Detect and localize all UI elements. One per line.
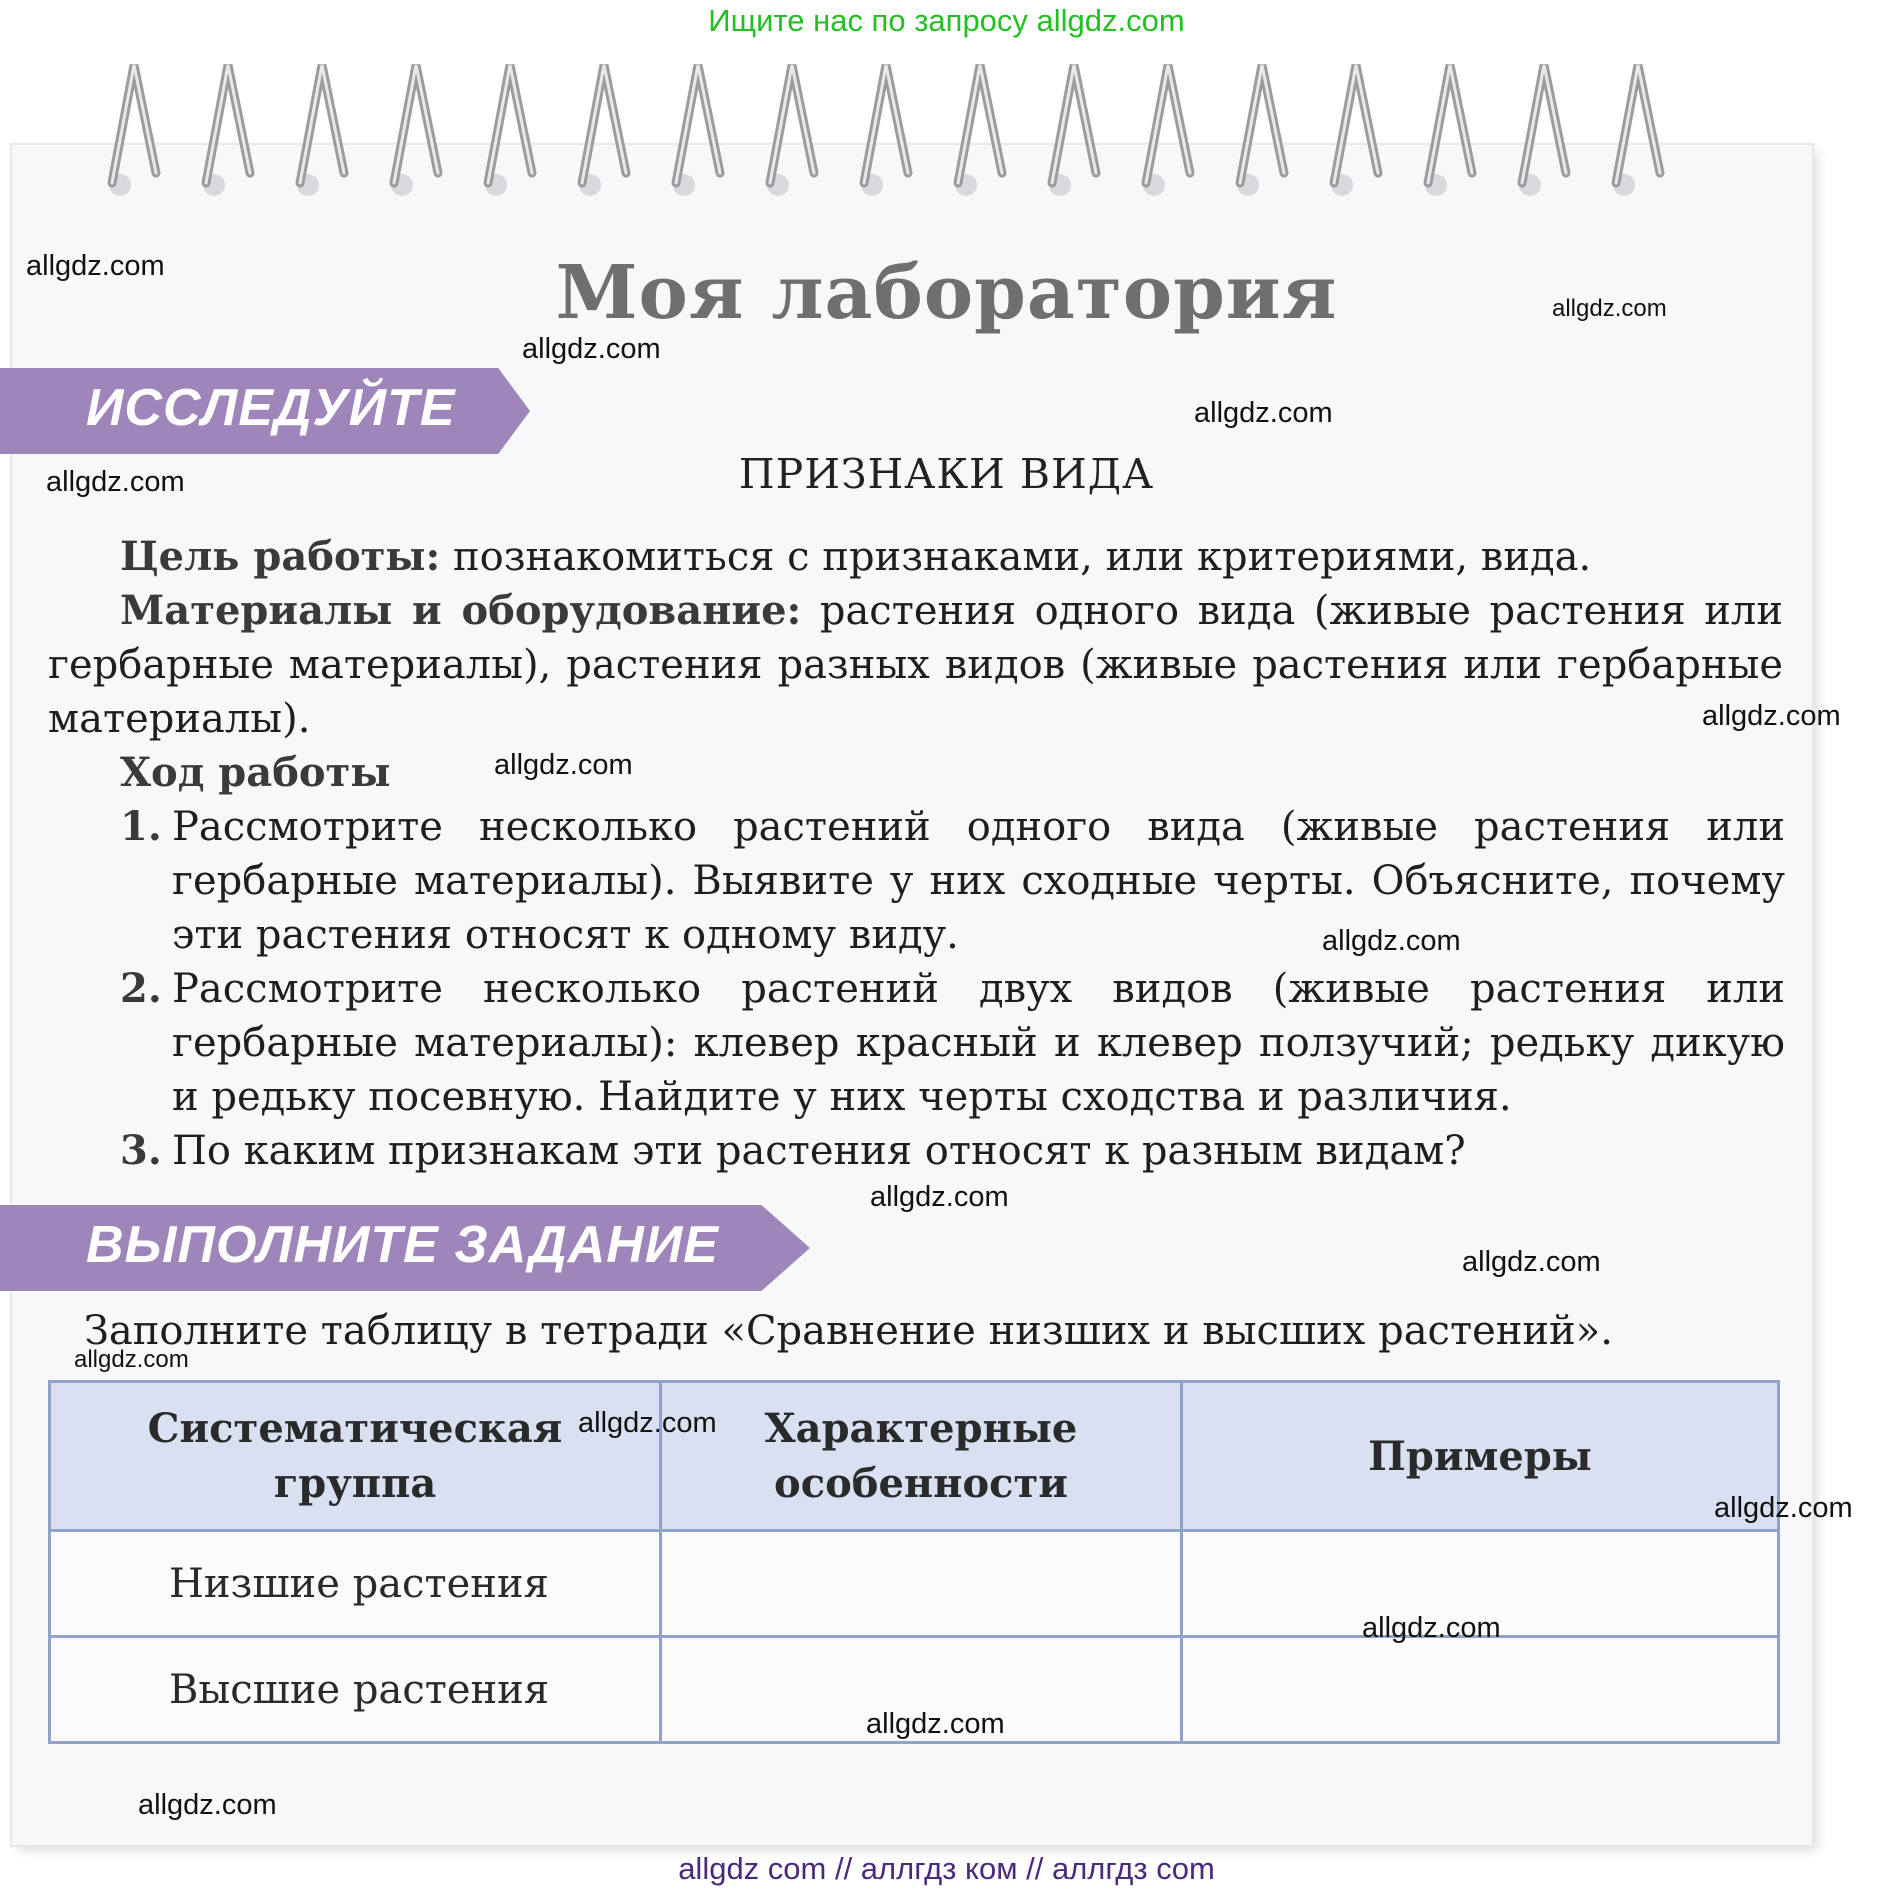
- spiral-coil: [1052, 65, 1096, 183]
- progress-heading: [120, 746, 390, 800]
- top-banner[interactable]: Ищите нас по запросу allgdz.com: [708, 3, 1185, 38]
- section-label-task: ВЫПОЛНИТЕ ЗАДАНИЕ: [86, 1216, 719, 1274]
- watermark: allgdz.com: [26, 250, 165, 282]
- table-header-cell: Примеры: [1182, 1382, 1779, 1531]
- spiral-coil: [1146, 65, 1190, 183]
- step-text: По каким признакам эти растения относят к разным видам?: [172, 1128, 1466, 1174]
- notebook-spiral: [0, 55, 1893, 235]
- table-header-cell: Систематическая группа: [50, 1382, 661, 1531]
- spiral-coil: [770, 65, 814, 183]
- goal-label: Цель работы:: [120, 533, 441, 580]
- spiral-coil: [1522, 65, 1566, 183]
- goal-text: познакомиться с признаками, или критериями, вида.: [440, 534, 1592, 580]
- table-cell: Высшие растения: [50, 1637, 661, 1743]
- table-row: [50, 1531, 1779, 1637]
- watermark: allgdz.com: [522, 333, 661, 365]
- step-number: 3.: [120, 1127, 162, 1174]
- spiral-coil: [1428, 65, 1472, 183]
- spiral-coil: [394, 65, 438, 183]
- watermark: allgdz.com: [1322, 925, 1461, 957]
- watermark: allgdz.com: [578, 1407, 717, 1439]
- spiral-coil: [1240, 65, 1284, 183]
- materials-text: растения одного вида (живые растения или гербарные материалы), растения разных видов (живые растения или гербарные материалы).: [48, 588, 1783, 742]
- watermark: allgdz.com: [138, 1789, 277, 1821]
- watermark: allgdz.com: [870, 1181, 1009, 1213]
- spiral-coil: [112, 65, 156, 183]
- section-label-investigate: ИССЛЕДУЙТЕ: [86, 379, 456, 437]
- goal-paragraph: [120, 530, 1800, 584]
- watermark: allgdz.com: [1552, 295, 1667, 322]
- step-2: [120, 962, 1785, 1124]
- watermark: allgdz.com: [494, 749, 633, 781]
- table-cell: [661, 1531, 1182, 1637]
- watermark: allgdz.com: [1194, 397, 1333, 429]
- watermark: allgdz.com: [1714, 1492, 1853, 1524]
- spiral-coil: [1616, 65, 1660, 183]
- watermark: allgdz.com: [1462, 1246, 1601, 1278]
- step-text: Рассмотрите несколько растений одного вида (живые растения или гербарные материалы). Выявите у них сходные черты. Объясните, почему эти растения относят к одному виду.: [172, 804, 1785, 958]
- watermark: allgdz.com: [866, 1708, 1005, 1740]
- materials-label: Материалы и оборудование:: [120, 587, 802, 634]
- watermark: allgdz.com: [1702, 700, 1841, 732]
- table-cell: Низшие растения: [50, 1531, 661, 1637]
- progress-label: Ход работы: [120, 749, 391, 796]
- step-3: [120, 1124, 1785, 1178]
- lab-title: ПРИЗНАКИ ВИДА: [738, 450, 1155, 498]
- spiral-coil: [864, 65, 908, 183]
- spiral-coil: [1334, 65, 1378, 183]
- table-header-row: [50, 1382, 1779, 1531]
- spiral-coil: [206, 65, 250, 183]
- step-number: 1.: [120, 803, 162, 850]
- table-header-cell: Характерные особенности: [661, 1382, 1182, 1531]
- task-text: Заполните таблицу в тетради «Сравнение низших и высших растений».: [84, 1308, 1613, 1354]
- spiral-coil: [300, 65, 344, 183]
- step-number: 2.: [120, 965, 162, 1012]
- materials-paragraph: [48, 584, 1783, 746]
- table-cell: [1182, 1637, 1779, 1743]
- page-title: Моя лаборатория: [555, 250, 1338, 336]
- spiral-coil: [676, 65, 720, 183]
- watermark: allgdz.com: [74, 1346, 189, 1373]
- bottom-banner[interactable]: allgdz com // аллгдз ком // аллгдз com: [678, 1851, 1215, 1886]
- watermark: allgdz.com: [46, 466, 185, 498]
- step-text: Рассмотрите несколько растений двух видов (живые растения или гербарные материалы): клевер красный и клевер ползучий; редьку дикую и редьку посевную. Найдите у них черты сходства и различия.: [172, 966, 1785, 1120]
- watermark: allgdz.com: [1362, 1612, 1501, 1644]
- step-1: [120, 800, 1785, 962]
- spiral-coil: [582, 65, 626, 183]
- spiral-coil: [958, 65, 1002, 183]
- spiral-coil: [488, 65, 532, 183]
- comparison-table: [48, 1380, 1780, 1744]
